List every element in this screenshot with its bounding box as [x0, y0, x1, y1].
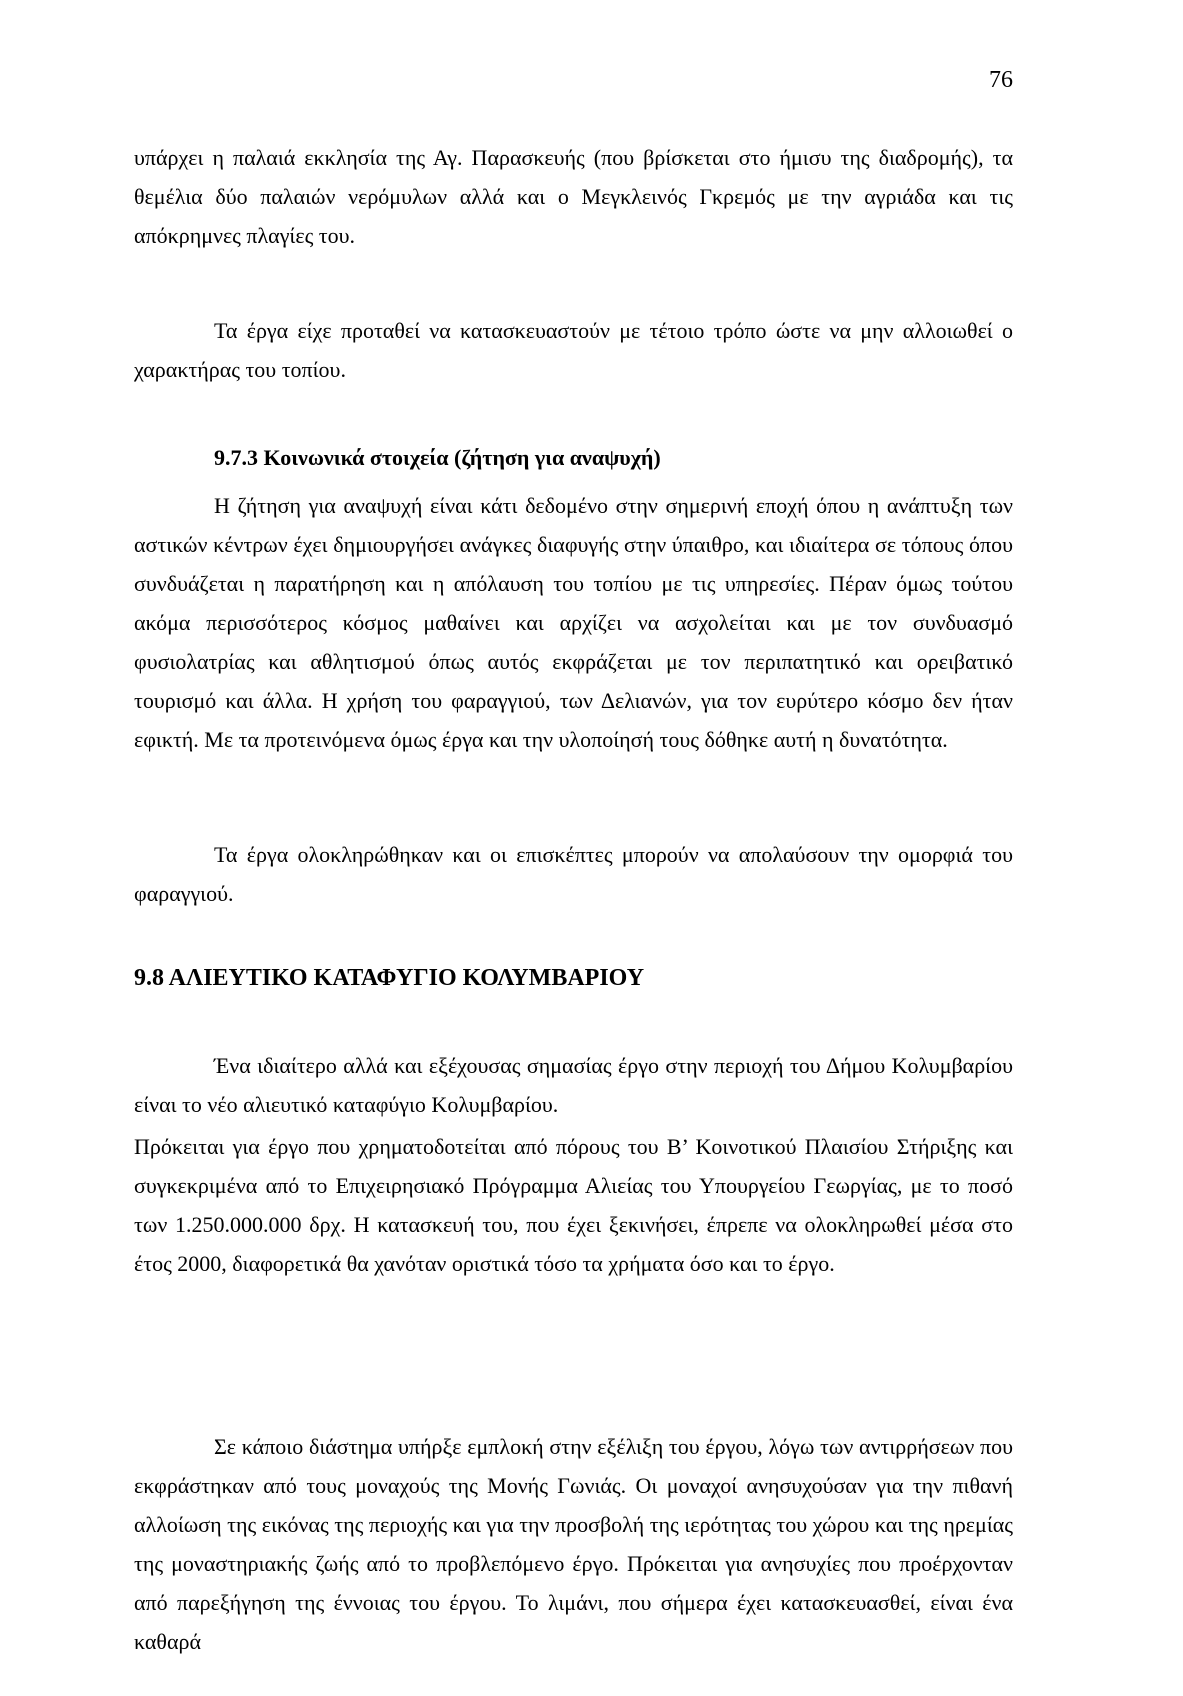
page-number: 76	[989, 67, 1013, 93]
section-heading-social-data: 9.7.3 Κοινωνικά στοιχεία (ζήτηση για αναψυχή)	[214, 445, 661, 470]
paragraph-monks-objections	[134, 1427, 1013, 1661]
paragraph-text: Ένα ιδιαίτερο αλλά και εξέχουσας σημασίας έργο στην περιοχή του Δήμου Κολυμβαρίου είναι το νέο αλιευτικό καταφύγιο Κολυμβαρίου.	[134, 1053, 1013, 1117]
paragraph-text: Τα έργα ολοκληρώθηκαν και οι επισκέπτες μπορούν να απολαύσουν την ομορφιά του φαραγγιού.	[134, 842, 1013, 906]
paragraph-text: Τα έργα είχε προταθεί να κατασκευαστούν με τέτοιο τρόπο ώστε να μην αλλοιωθεί ο χαρακτήρας του τοπίου.	[134, 318, 1013, 382]
paragraph-text: Πρόκειται για έργο που χρηματοδοτείται από πόρους του Β’ Κοινοτικού Πλαισίου Στήριξης και συγκεκριμένα από το Επιχειρησιακό Πρόγραμμα Αλιείας του Υπουργείου Γεωργίας, με το ποσό των 1.250.000.000 δρχ. Η κατασκευή του, που έχει ξεκινήσει, έπρεπε να ολοκληρωθεί μέσα στο έτος 2000, διαφορετικά θα χανόταν οριστικά τόσο τα χρήματα όσο και το έργο.	[134, 1134, 1013, 1276]
paragraph-works-completed	[134, 835, 1013, 913]
paragraph-recreation-demand	[134, 486, 1013, 759]
chapter-heading-fishing-shelter: 9.8 ΑΛΙΕΥΤΙΚΟ ΚΑΤΑΦΥΓΙΟ ΚΟΛΥΜΒΑΡΙΟΥ	[134, 965, 645, 991]
paragraph-text: Η ζήτηση για αναψυχή είναι κάτι δεδομένο στην σημερινή εποχή όπου η ανάπτυξη των αστικών κέντρων έχει δημιουργήσει ανάγκες διαφυγής στην ύπαιθρο, και ιδιαίτερα σε τόπους όπου συνδυάζεται η παρατήρηση και η απόλαυση του τοπίου με τις υπηρεσίες. Πέραν όμως τούτου ακόμα περισσότερος κόσμος μαθαίνει και αρχίζει να ασχολείται και με τον συνδυασμό φυσιολατρίας και αθλητισμού όπως αυτός εκφράζεται με τον περιπατητικό και ορειβατικό τουρισμό και άλλα. Η χρήση του φαραγγιού, των Δελιανών, για τον ευρύτερο κόσμο δεν ήταν εφικτή. Με τα προτεινόμενα όμως έργα και την υλοποίησή τους δόθηκε αυτή η δυνατότητα.	[134, 493, 1013, 752]
paragraph-text: υπάρχει η παλαιά εκκλησία της Αγ. Παρασκευής (που βρίσκεται στο ήμισυ της διαδρομής), τα θεμέλια δύο παλαιών νερόμυλων αλλά και ο Μεγκλεινός Γκρεμός με την αγριάδα και τις απόκρημνες πλαγίες του.	[134, 145, 1013, 248]
paragraph-text: Σε κάποιο διάστημα υπήρξε εμπλοκή στην εξέλιξη του έργου, λόγω των αντιρρήσεων που εκφράστηκαν από τους μοναχούς της Μονής Γωνιάς. Οι μοναχοί ανησυχούσαν για την πιθανή αλλοίωση της εικόνας της περιοχής και για την προσβολή της ιερότητας του χώρου και της ηρεμίας της μοναστηριακής ζωής από το προβλεπόμενο έργο. Πρόκειται για ανησυχίες που προέρχονταν από παρεξήγηση της έννοιας του έργου. Το λιμάνι, που σήμερα έχει κατασκευασθεί, είναι ένα καθαρά	[134, 1434, 1013, 1654]
paragraph-old-church	[134, 138, 1013, 255]
paragraph-funding	[134, 1127, 1013, 1283]
paragraph-landscape-character	[134, 311, 1013, 389]
paragraph-fishing-shelter-intro	[134, 1046, 1013, 1124]
